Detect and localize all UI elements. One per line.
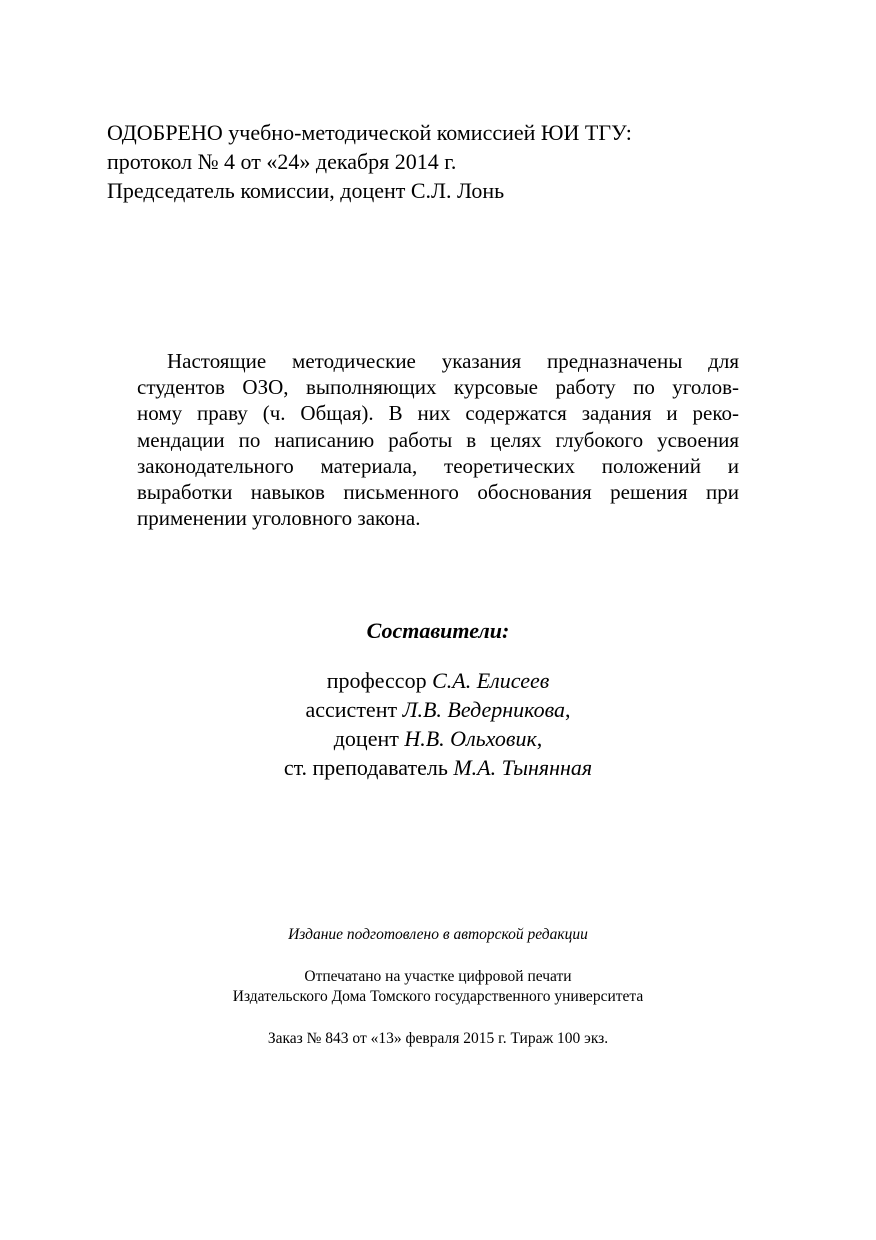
annotation-line: Настоящие методические указания предназначены для: [167, 349, 739, 373]
compiler-separator: ,: [536, 726, 543, 751]
order-info: Заказ № 843 от «13» февраля 2015 г. Тираж 100 экз.: [267, 1030, 609, 1047]
annotation-line: мендации по написанию работы в целях глубокого усвоения: [137, 427, 739, 452]
compiler-name: Л.В. Ведерникова: [402, 697, 566, 722]
compiler-item: [0, 724, 876, 753]
printed-line-1: Отпечатано на участке цифровой печати: [304, 968, 572, 985]
annotation-paragraph: [137, 348, 739, 531]
approval-line-2: протокол № 4 от «24» декабря 2014 г.: [107, 149, 457, 174]
compilers-list: [0, 666, 876, 782]
compiler-role: профессор: [326, 668, 427, 693]
compilers-heading-text: Составители: [366, 618, 502, 643]
compiler-role: ассистент: [305, 697, 398, 722]
compiler-name: М.А. Тынянная: [453, 755, 593, 780]
approval-block: [107, 118, 632, 205]
edition-note: Издание подготовлено в авторской редакции: [288, 926, 588, 943]
compiler-role: доцент: [333, 726, 399, 751]
compiler-role: ст. преподаватель: [283, 755, 448, 780]
printed-line-2: Издательского Дома Томского государственного университета: [232, 988, 644, 1005]
annotation-line: применении уголовного закона.: [137, 506, 421, 531]
annotation-line: выработки навыков письменного обоснования решения при: [137, 480, 739, 505]
approval-line-3: Председатель комиссии, доцент С.Л. Лонь: [107, 178, 505, 203]
compilers-heading: [0, 618, 876, 644]
compiler-name: С.А. Елисеев: [432, 668, 550, 693]
compiler-item: [0, 753, 876, 782]
compilers-heading-colon: :: [502, 618, 510, 643]
compiler-item: [0, 666, 876, 695]
compiler-separator: ,: [565, 697, 571, 722]
imprint-block: [0, 925, 876, 1049]
annotation-line: ному праву (ч. Общая). В них содержатся задания и реко-: [137, 401, 739, 426]
compiler-name: Н.В. Ольховик: [404, 726, 537, 751]
compiler-item: [0, 695, 876, 724]
annotation-line: студентов ОЗО, выполняющих курсовые работу по уголов-: [137, 375, 739, 400]
approval-line-1: ОДОБРЕНО учебно-методической комиссией ЮИ ТГУ:: [107, 120, 632, 145]
annotation-line: законодательного материала, теоретических положений и: [137, 453, 739, 478]
